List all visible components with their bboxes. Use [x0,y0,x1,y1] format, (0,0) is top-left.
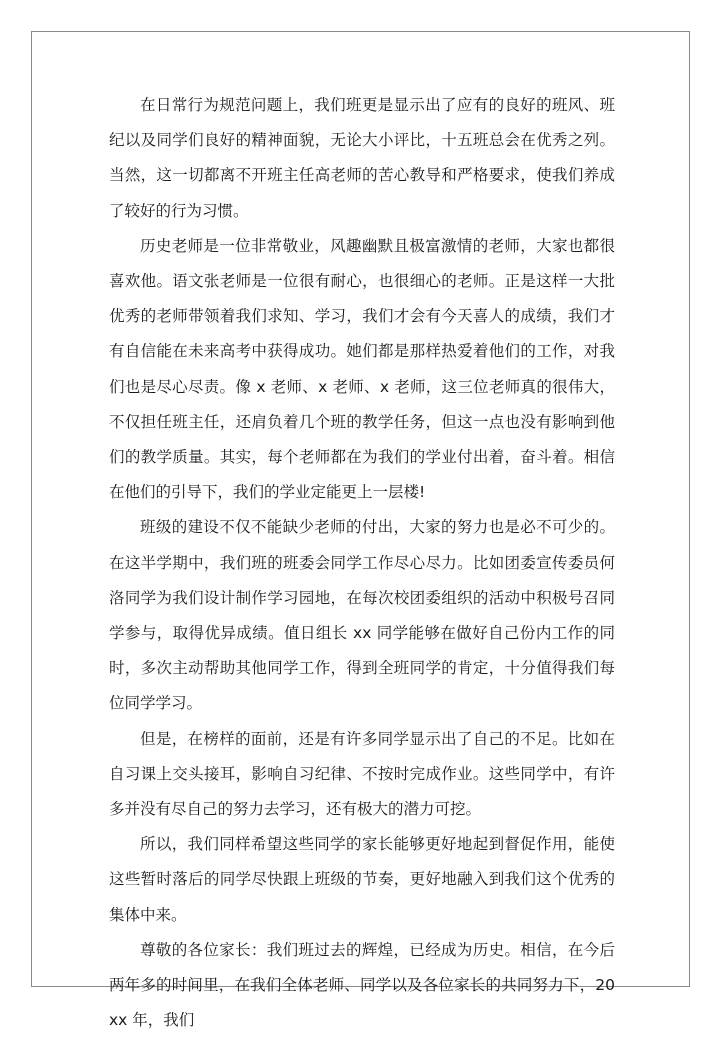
paragraph-closing: 尊敬的各位家长：我们班过去的辉煌，已经成为历史。相信，在今后两年多的时间里，在我们全体老师、同学以及各位家长的共同努力下，20xx 年，我们 [109,940,615,1030]
paragraph-class-discipline: 在日常行为规范问题上，我们班更是显示出了应有的良好的班风、班纪以及同学们良好的精神面貌，无论大小评比，十五班总会在优秀之列。当然，这一切都离不开班主任高老师的苦心教导和严格要求，使我们养成了较好的行为习惯。 [109,96,615,220]
document-body [109,88,615,1038]
paragraph-parents-request: 所以，我们同样希望这些同学的家长能够更好地起到督促作用，能使这些暂时落后的同学尽快跟上班级的节奏，更好地融入到我们这个优秀的集体中来。 [109,835,615,924]
paragraph-shortcomings: 但是，在榜样的面前，还是有许多同学显示出了自己的不足。比如在自习课上交头接耳，影响自习纪律、不按时完成作业。这些同学中，有许多并没有尽自己的努力去学习，还有极大的潜力可挖。 [109,729,615,819]
paragraph-teachers: 历史老师是一位非常敬业，风趣幽默且极富激情的老师，大家也都很喜欢他。语文张老师是一位很有耐心，也很细心的老师。正是这样一大批优秀的老师带领着我们求知、学习，我们才会有今天喜人的成绩，我们才有自信能在未来高考中获得成功。她们都是那样热爱着他们的工作，对我们也是尽心尽责。像 x 老师、x 老师、x 老师，这三位老师真的很伟大，不仅担任班主任，还肩负着几个班的教学任务，但这一点也没有影响到他们的教学质量。其实，每个老师都在为我们的学业付出着，奋斗着。相信在他们的引导下，我们的学业定能更上一层楼! [109,236,615,502]
paragraph-class-committee: 班级的建设不仅不能缺少老师的付出，大家的努力也是必不可少的。在这半学期中，我们班的班委会同学工作尽心尽力。比如团委宣传委员何洛同学为我们设计制作学习园地，在每次校团委组织的活动中积极号召同学参与，取得优异成绩。值日组长 xx 同学能够在做好自己份内工作的同时，多次主动帮助其他同学工作，得到全班同学的肯定，十分值得我们每位同学学习。 [109,518,615,713]
